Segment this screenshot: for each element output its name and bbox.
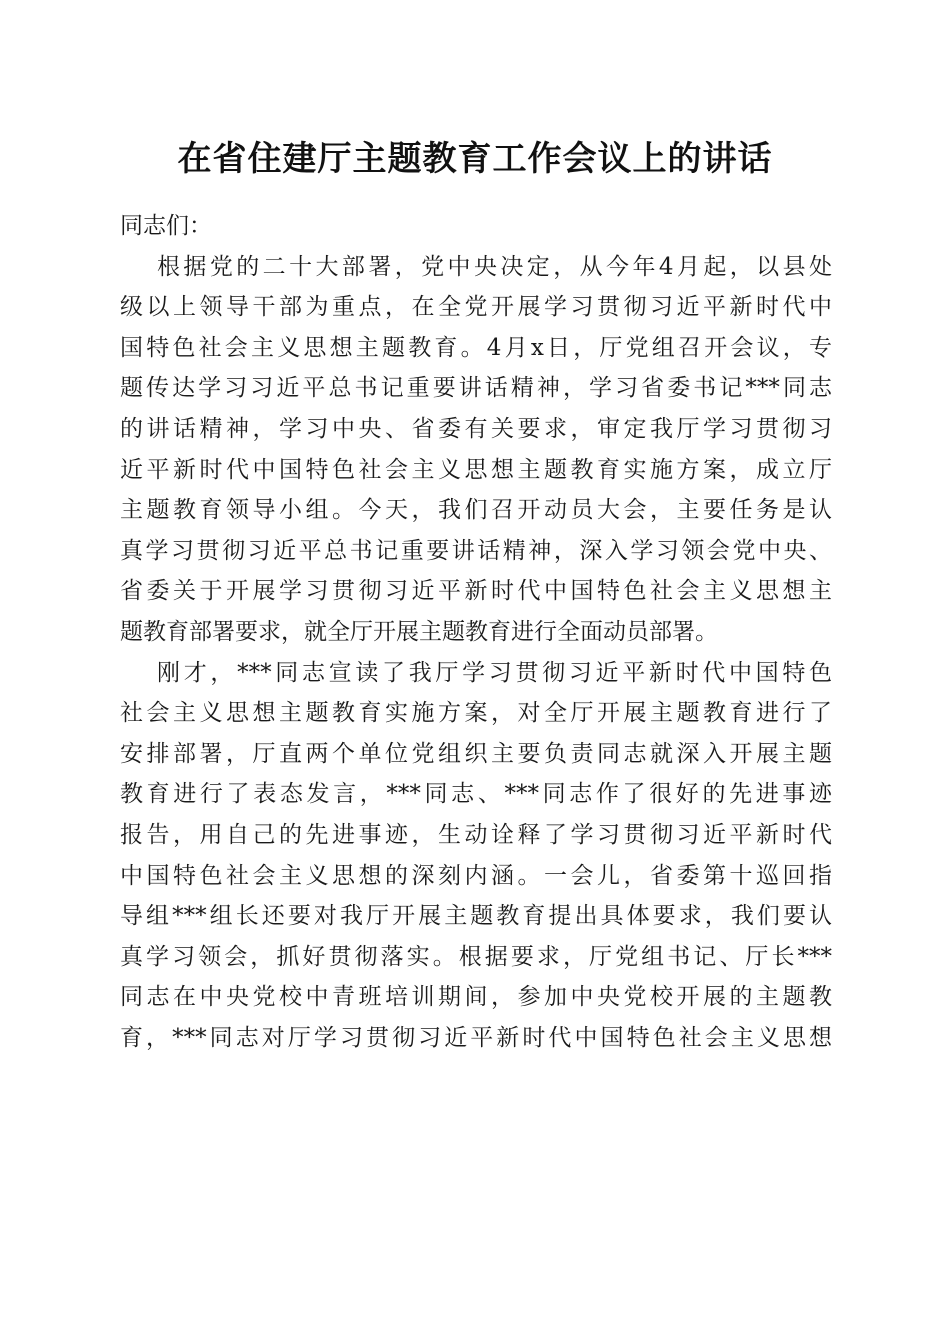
paragraph-1 <box>120 247 832 653</box>
paragraph-line: 省委关于开展学习贯彻习近平新时代中国特色社会主义思想主 <box>120 578 832 605</box>
paragraph-line: 主题教育领导小组。今天，我们召开动员大会，主要任务是认 <box>120 497 832 524</box>
paragraph-line: 报告，用自己的先进事迹，生动诠释了学习贯彻习近平新时代 <box>120 821 832 848</box>
paragraph-line: 导组***组长还要对我厅开展主题教育提出具体要求，我们要认 <box>120 903 832 930</box>
document-body <box>120 206 832 1058</box>
paragraph-line: 国特色社会主义思想主题教育。4月x日，厅党组召开会议，专 <box>120 334 832 361</box>
paragraph-line: 真学习领会，抓好贯彻落实。根据要求，厅党组书记、厅长*** <box>120 943 832 970</box>
paragraph-line: 教育进行了表态发言，***同志、***同志作了很好的先进事迹 <box>120 781 832 808</box>
paragraph-line: 安排部署，厅直两个单位党组织主要负责同志就深入开展主题 <box>120 740 832 767</box>
paragraph-line: 题传达学习习近平总书记重要讲话精神，学习省委书记***同志 <box>120 375 832 402</box>
paragraph-line: 级以上领导干部为重点，在全党开展学习贯彻习近平新时代中 <box>120 294 832 321</box>
paragraph-line: 中国特色社会主义思想的深刻内涵。一会儿，省委第十巡回指 <box>120 862 832 889</box>
paragraph-line: 的讲话精神，学习中央、省委有关要求，审定我厅学习贯彻习 <box>120 415 832 442</box>
paragraph-line: 刚才，***同志宣读了我厅学习贯彻习近平新时代中国特色 <box>157 659 832 686</box>
paragraph-line: 近平新时代中国特色社会主义思想主题教育实施方案，成立厅 <box>120 456 832 483</box>
paragraph-line: 真学习贯彻习近平总书记重要讲话精神，深入学习领会党中央、 <box>120 537 832 564</box>
paragraph-line: 育，***同志对厅学习贯彻习近平新时代中国特色社会主义思想 <box>120 1024 832 1051</box>
paragraph-line: 社会主义思想主题教育实施方案，对全厅开展主题教育进行了 <box>120 700 832 727</box>
paragraph-line: 题教育部署要求，就全厅开展主题教育进行全面动员部署。 <box>120 618 718 645</box>
paragraph-line: 根据党的二十大部署，党中央决定，从今年4月起，以县处 <box>157 253 832 280</box>
document-title: 在省住建厅主题教育工作会议上的讲话 <box>177 139 773 179</box>
paragraph-2 <box>120 653 832 1059</box>
greeting-line: 同志们： <box>120 213 212 239</box>
paragraph-line: 同志在中央党校中青班培训期间，参加中央党校开展的主题教 <box>120 984 832 1011</box>
